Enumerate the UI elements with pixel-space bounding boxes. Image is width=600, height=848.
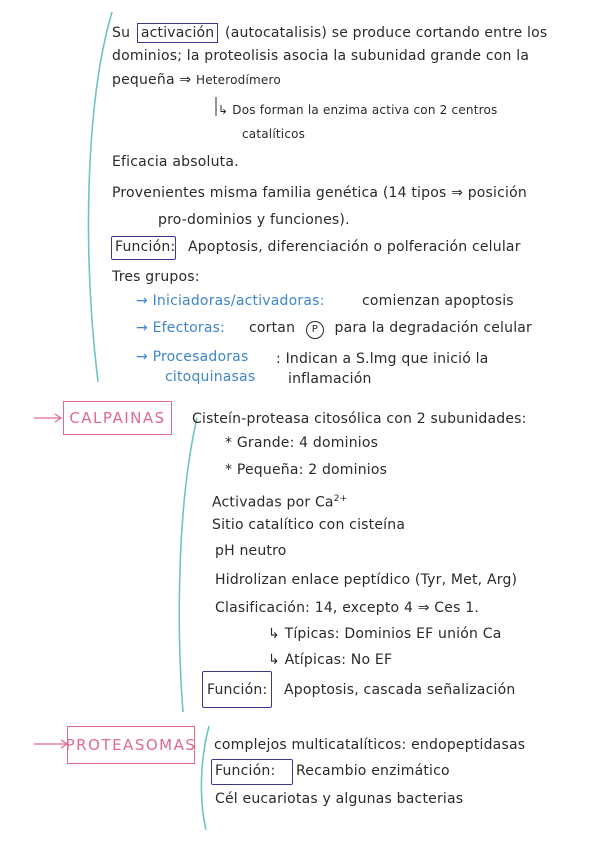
text-line: Clasificación: 14, excepto 4 ⇒ Ces 1. xyxy=(215,600,479,616)
group-label-procesadoras: → Procesadoras xyxy=(136,349,249,365)
funcion-label: Función: xyxy=(215,763,276,779)
circled-p-symbol: P xyxy=(306,321,324,339)
group-label-efectoras: → Efectoras: xyxy=(136,320,226,336)
text-line: catalíticos xyxy=(242,127,306,141)
text-line: ↳ Dos forman la enzima activa con 2 centros xyxy=(218,103,498,117)
text-line xyxy=(112,71,281,89)
text-fragment: Su xyxy=(112,25,131,41)
text-line: Recambio enzimático xyxy=(296,763,450,779)
proteasomas-title: PROTEASOMAS xyxy=(67,726,195,764)
text-line: Cisteín-proteasa citosólica con 2 subunidades: xyxy=(192,411,527,427)
text-line: Eficacia absoluta. xyxy=(112,154,239,170)
text-line: complejos multicatalíticos: endopeptidasas xyxy=(214,737,526,753)
funcion-label: Función: xyxy=(115,239,176,255)
text-line xyxy=(249,319,532,339)
text-fragment: Heterodímero xyxy=(195,73,281,87)
text-line: ↳ Atípicas: No EF xyxy=(268,652,393,668)
text-line: Hidrolizan enlace peptídico (Tyr, Met, Arg) xyxy=(215,572,518,588)
text-fragment: cortan xyxy=(249,320,296,336)
bracket-line-2 xyxy=(179,418,197,712)
bracket-line-1 xyxy=(89,12,112,382)
text-line xyxy=(212,490,347,512)
text-fragment: para la degradación celular xyxy=(334,320,533,336)
text-line: Tres grupos: xyxy=(112,269,200,285)
text-line xyxy=(112,23,547,43)
text-line: Sitio catalítico con cisteína xyxy=(212,517,406,533)
boxed-term-activacion: activación xyxy=(137,23,219,43)
calpainas-title: CALPAINAS xyxy=(63,401,172,435)
text-line: dominios; la proteolisis asocia la subunidad grande con la xyxy=(112,48,530,64)
text-line: ↳ Típicas: Dominios EF unión Ca xyxy=(268,626,502,642)
superscript: 2+ xyxy=(333,494,348,504)
group-label-iniciadoras: → Iniciadoras/activadoras: xyxy=(136,293,325,309)
text-line: : Indican a S.lmg que inició la xyxy=(276,351,489,367)
text-line: comienzan apoptosis xyxy=(362,293,514,309)
text-line: Apoptosis, cascada señalización xyxy=(284,682,516,698)
group-label-citoquinasas: citoquinasas xyxy=(165,369,256,385)
bracket-line-3 xyxy=(201,726,209,830)
text-line: * Pequeña: 2 dominios xyxy=(225,462,388,478)
text-line: Provenientes misma familia genética (14 tipos ⇒ posición xyxy=(112,185,527,201)
text-fragment: pequeña ⇒ xyxy=(112,72,192,88)
text-line: pH neutro xyxy=(215,543,287,559)
text-line: pro-dominios y funciones). xyxy=(158,212,350,228)
text-line: Apoptosis, diferenciación o polferación celular xyxy=(188,239,521,255)
text-line: * Grande: 4 dominios xyxy=(225,435,379,451)
text-line: Cél eucariotas y algunas bacterias xyxy=(215,791,464,807)
funcion-label: Función: xyxy=(207,682,268,698)
text-fragment: Activadas por Ca xyxy=(212,494,334,511)
text-line: inflamación xyxy=(288,371,372,387)
text-fragment: (autocatalisis) se produce cortando entre los xyxy=(225,25,548,41)
